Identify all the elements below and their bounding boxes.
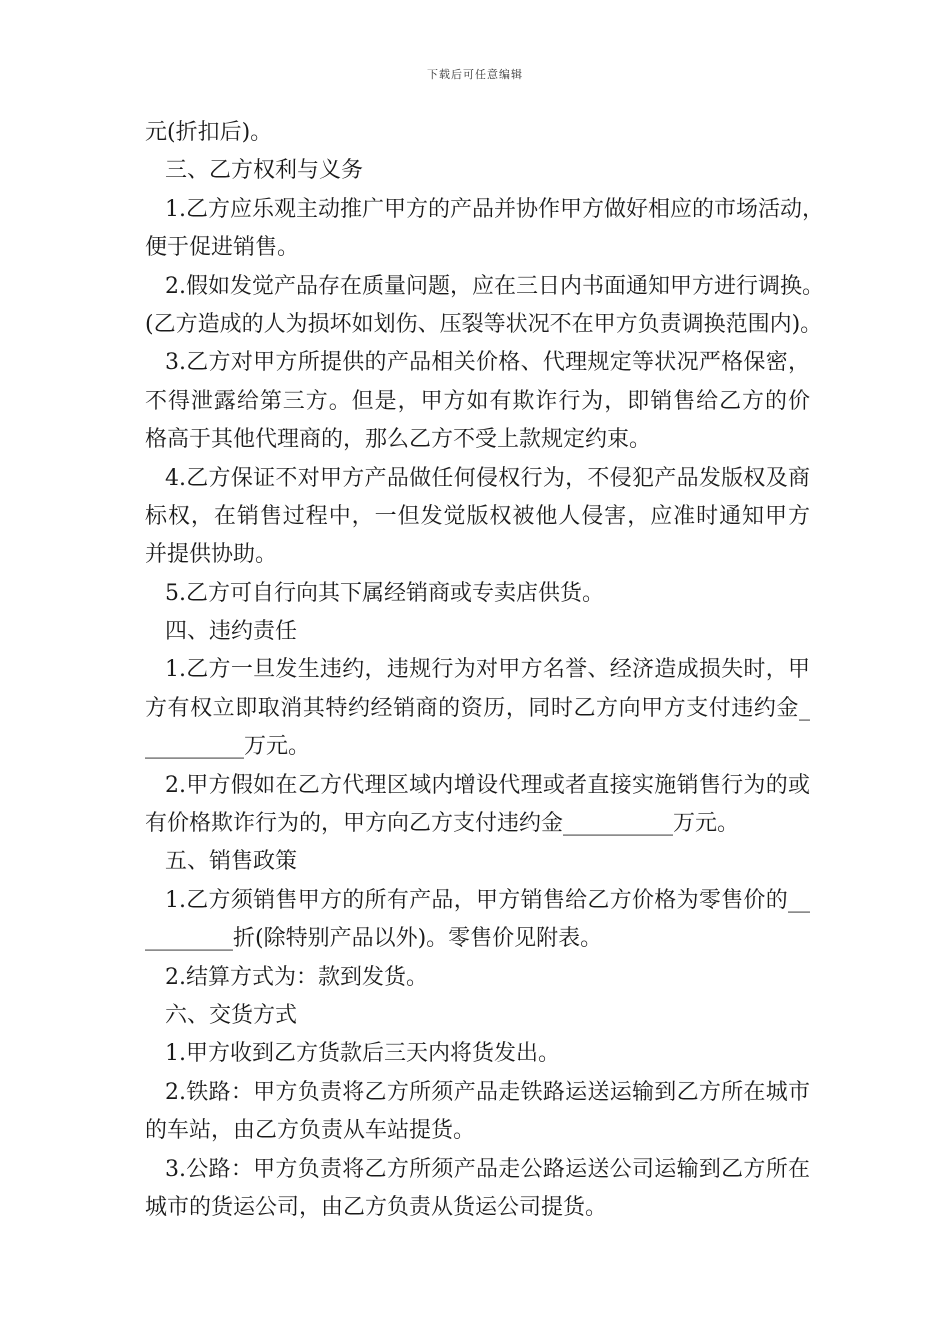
text-line: 3.公路：甲方负责将乙方所须产品走公路运送公司运输到乙方所在: [165, 1156, 810, 1182]
text-line: 方有权立即取消其特约经销商的资历，同时乙方向甲方支付违约金_: [145, 695, 810, 721]
text-line: 五、销售政策: [165, 849, 298, 875]
text-line: 3.乙方对甲方所提供的产品相关价格、代理规定等状况严格保密，: [165, 350, 810, 376]
text-line: 2.铁路：甲方负责将乙方所须产品走铁路运送运输到乙方所在城市: [165, 1079, 810, 1105]
text-line: 5.乙方可自行向其下属经销商或专卖店供货。: [165, 580, 604, 606]
page-header-note: 下载后可任意编辑: [427, 68, 523, 81]
text-line: 1.乙方一旦发生违约，违规行为对甲方名誉、经济造成损失时，甲: [165, 657, 810, 683]
text-line: 2.甲方假如在乙方代理区域内增设代理或者直接实施销售行为的或: [165, 772, 810, 798]
text-line: 三、乙方权利与义务: [165, 158, 364, 184]
text-line: 城市的货运公司，由乙方负责从货运公司提货。: [145, 1194, 608, 1220]
text-line: 四、违约责任: [165, 619, 298, 645]
text-line: 六、交货方式: [165, 1002, 298, 1028]
text-line: 便于促进销售。: [145, 235, 300, 261]
text-line: 有价格欺诈行为的，甲方向乙方支付违约金__________万元。: [145, 811, 740, 837]
text-line: 不得泄露给第三方。但是，甲方如有欺诈行为，即销售给乙方的价: [145, 388, 810, 414]
text-line: ________折(除特别产品以外)。零售价见附表。: [145, 926, 603, 952]
text-line: _________万元。: [145, 734, 311, 760]
text-line: 的车站，由乙方负责从车站提货。: [145, 1118, 476, 1144]
text-line: 标权，在销售过程中，一但发觉版权被他人侵害，应准时通知甲方: [145, 503, 810, 529]
text-line: 1.乙方须销售甲方的所有产品，甲方销售给乙方价格为零售价的__: [165, 887, 810, 913]
text-line: 格高于其他代理商的，那么乙方不受上款规定约束。: [145, 427, 652, 453]
text-line: 1.乙方应乐观主动推广甲方的产品并协作甲方做好相应的市场活动，: [165, 196, 824, 222]
text-line: 2.假如发觉产品存在质量问题，应在三日内书面通知甲方进行调换。: [165, 273, 824, 299]
text-line: 并提供协助。: [145, 542, 278, 568]
text-line: 4.乙方保证不对甲方产品做任何侵权行为，不侵犯产品发版权及商: [165, 465, 810, 491]
text-line: 1.甲方收到乙方货款后三天内将货发出。: [165, 1041, 560, 1067]
text-line: 2.结算方式为：款到发货。: [165, 964, 428, 990]
text-line: (乙方造成的人为损坏如划伤、压裂等状况不在甲方负责调换范围内)。: [145, 311, 823, 337]
text-line: 元(折扣后)。: [145, 120, 273, 145]
document-body: [145, 114, 824, 1227]
